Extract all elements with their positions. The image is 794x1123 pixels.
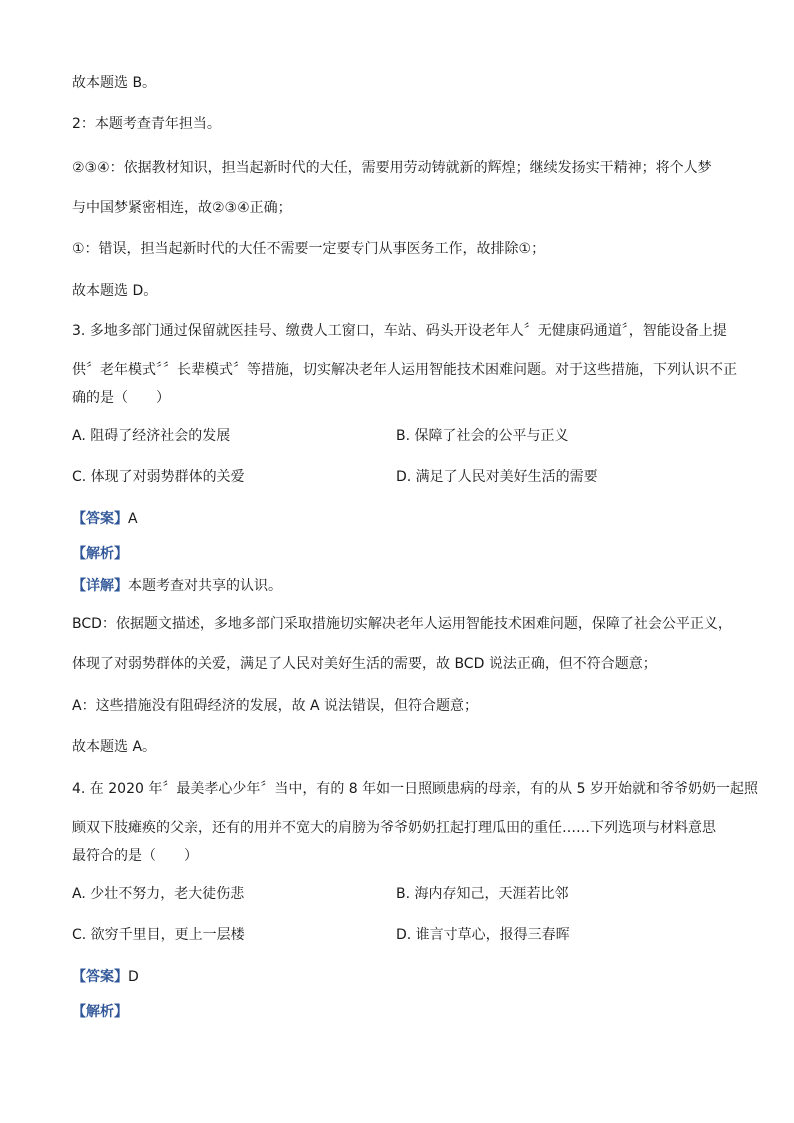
- q4-answer-value: D: [128, 969, 139, 985]
- q3-answer-value: A: [128, 511, 138, 527]
- q3-option-a: A. 阻碍了经济社会的发展: [72, 428, 231, 444]
- q3-option-d: D. 满足了人民对美好生活的需要: [396, 469, 598, 485]
- q3-detail: [72, 577, 282, 595]
- q2-prev-conclusion: 故本题选 B。: [72, 75, 157, 91]
- q3-explain-line-3: A：这些措施没有阻碍经济的发展，故 A 说法错误，但符合题意；: [72, 698, 479, 714]
- q4-stem-line-1: 4. 在 2020 年〞最美孝心少年〞当中，有的 8 年如一日照顾患病的母亲，有的从 5 岁开始就和爷爷奶奶一起照: [72, 781, 758, 797]
- q3-detail-tag: 【详解】: [72, 578, 128, 594]
- q3-analysis: [72, 545, 128, 563]
- q4-option-c: C. 欲穷千里目，更上一层楼: [72, 927, 245, 943]
- q3-detail-text: 本题考查对共享的认识。: [128, 578, 282, 594]
- q4-stem-line-3: 最符合的是（ ）: [72, 848, 198, 864]
- q4-option-b: B. 海内存知己，天涯若比邻: [396, 886, 569, 902]
- q4-stem-line-2: 顾双下肢瘫痪的父亲，还有的用并不宽大的肩膀为爷爷奶奶扛起打理瓜田的重任……下列选项与材料意思: [72, 820, 716, 836]
- q3-option-c: C. 体现了对弱势群体的关爱: [72, 469, 245, 485]
- q4-analysis-tag: 【解析】: [72, 1004, 128, 1020]
- q4-answer: [72, 968, 139, 986]
- q3-answer-tag: 【答案】: [72, 511, 128, 527]
- q3-conclusion: 故本题选 A。: [72, 739, 157, 755]
- q2-analysis-line-2: 与中国梦紧密相连，故②③④正确；: [72, 200, 292, 216]
- q4-analysis: [72, 1003, 128, 1021]
- q3-stem-line-3: 确的是（ ）: [72, 390, 170, 406]
- q3-stem-line-1: 3. 多地多部门通过保留就医挂号、缴费人工窗口，车站、码头开设老年人〞无健康码通道〞，智能设备上提: [72, 323, 727, 339]
- q4-option-a: A. 少壮不努力，老大徒伤悲: [72, 886, 245, 902]
- q3-explain-line-2: 体现了对弱势群体的关爱，满足了人民对美好生活的需要，故 BCD 说法正确，但不符合题意；: [72, 656, 657, 672]
- q2-header: 2：本题考查青年担当。: [72, 116, 221, 132]
- q3-answer: [72, 510, 138, 528]
- q3-analysis-tag: 【解析】: [72, 546, 128, 562]
- q2-analysis-line-1: ②③④：依据教材知识，担当起新时代的大任，需要用劳动铸就新的辉煌；继续发扬实干精神；将个人梦: [72, 160, 712, 176]
- q3-stem-line-2: 供〞老年模式〞〞长辈模式〞等措施，切实解决老年人运用智能技术困难问题。对于这些措施，下列认识不正: [72, 362, 737, 378]
- q4-option-d: D. 谁言寸草心，报得三春晖: [396, 927, 570, 943]
- q3-explain-line-1: BCD：依据题文描述，多地多部门采取措施切实解决老年人运用智能技术困难问题，保障了社会公平正义，: [72, 616, 732, 632]
- q4-answer-tag: 【答案】: [72, 969, 128, 985]
- q3-option-b: B. 保障了社会的公平与正义: [396, 428, 569, 444]
- q2-conclusion: 故本题选 D。: [72, 283, 158, 299]
- q2-analysis-line-3: ①：错误，担当起新时代的大任不需要一定要专门从事医务工作，故排除①；: [72, 241, 546, 257]
